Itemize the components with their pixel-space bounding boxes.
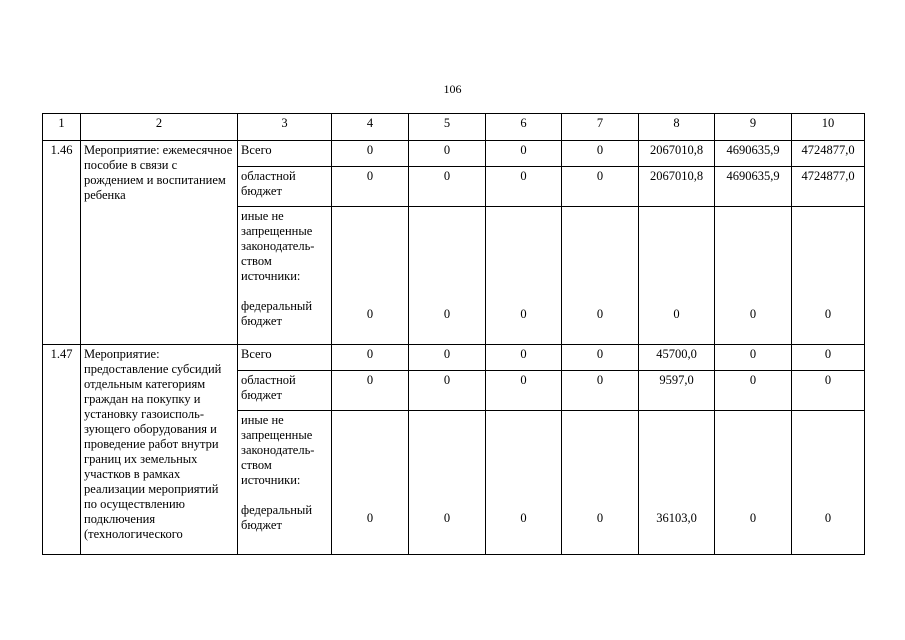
page-number: 106 <box>443 82 462 96</box>
value-cell: 0 <box>486 411 562 555</box>
value-cell: 0 <box>792 411 865 555</box>
source-sublabel: федеральный бюджет <box>241 503 313 532</box>
column-header: 1 <box>43 114 81 141</box>
value-cell: 0 <box>486 167 562 207</box>
column-header-row <box>43 114 865 141</box>
table-row <box>43 141 865 167</box>
source-sublabel: федеральный бюджет <box>241 299 313 328</box>
value-cell: 2067010,8 <box>639 141 715 167</box>
value-cell: 0 <box>715 345 792 371</box>
value-cell: 0 <box>409 207 486 345</box>
value-cell: 45700,0 <box>639 345 715 371</box>
value-cell: 0 <box>409 411 486 555</box>
value-cell: 0 <box>715 371 792 411</box>
value-cell: 0 <box>409 371 486 411</box>
column-header: 6 <box>486 114 562 141</box>
value-cell: 0 <box>409 167 486 207</box>
value-cell: 4690635,9 <box>715 141 792 167</box>
value-cell: 0 <box>332 345 409 371</box>
value-cell: 4690635,9 <box>715 167 792 207</box>
column-header: 7 <box>562 114 639 141</box>
measure-name: Мероприятие: ежемесячное пособие в связи с рождением и воспитанием ребенка <box>81 141 238 345</box>
column-header: 4 <box>332 114 409 141</box>
value-cell: 0 <box>332 207 409 345</box>
column-header: 2 <box>81 114 238 141</box>
value-cell: 0 <box>332 371 409 411</box>
value-cell: 0 <box>486 207 562 345</box>
value-cell: 0 <box>486 371 562 411</box>
source-label-main: иные не запрещенные законодатель-ством источники: <box>241 209 315 283</box>
value-cell: 0 <box>792 207 865 345</box>
value-cell: 0 <box>486 141 562 167</box>
value-cell: 0 <box>639 207 715 345</box>
value-cell: 0 <box>332 141 409 167</box>
value-cell: 4724877,0 <box>792 141 865 167</box>
value-cell: 0 <box>562 167 639 207</box>
source-label-main: иные не запрещенные законодатель-ством источники: <box>241 413 315 487</box>
source-label: Всего <box>238 345 332 371</box>
value-cell: 0 <box>792 371 865 411</box>
value-cell: 0 <box>409 345 486 371</box>
column-header: 3 <box>238 114 332 141</box>
value-cell: 0 <box>562 345 639 371</box>
value-cell: 0 <box>486 345 562 371</box>
source-label: областной бюджет <box>238 167 332 207</box>
value-cell: 0 <box>792 345 865 371</box>
value-cell: 9597,0 <box>639 371 715 411</box>
value-cell: 36103,0 <box>639 411 715 555</box>
source-label: Всего <box>238 141 332 167</box>
source-label: областной бюджет <box>238 371 332 411</box>
column-header: 8 <box>639 114 715 141</box>
value-cell: 0 <box>562 411 639 555</box>
table-row <box>43 345 865 371</box>
budget-table <box>42 113 865 555</box>
column-header: 10 <box>792 114 865 141</box>
value-cell: 0 <box>562 141 639 167</box>
column-header: 9 <box>715 114 792 141</box>
value-cell: 0 <box>562 371 639 411</box>
row-number: 1.46 <box>43 141 81 345</box>
value-cell: 2067010,8 <box>639 167 715 207</box>
value-cell: 0 <box>409 141 486 167</box>
measure-name: Мероприятие: предоставление субсидий отдельным категориям граждан на покупку и установку газоисполь-зующего оборудования и проведение работ внутри границ их земельных участков в рамках реализации мероприятий по осуществлению подключения (технологического <box>81 345 238 555</box>
value-cell: 0 <box>715 411 792 555</box>
value-cell: 0 <box>715 207 792 345</box>
row-number: 1.47 <box>43 345 81 555</box>
source-label <box>238 411 332 555</box>
source-label <box>238 207 332 345</box>
column-header: 5 <box>409 114 486 141</box>
value-cell: 4724877,0 <box>792 167 865 207</box>
value-cell: 0 <box>562 207 639 345</box>
value-cell: 0 <box>332 167 409 207</box>
value-cell: 0 <box>332 411 409 555</box>
